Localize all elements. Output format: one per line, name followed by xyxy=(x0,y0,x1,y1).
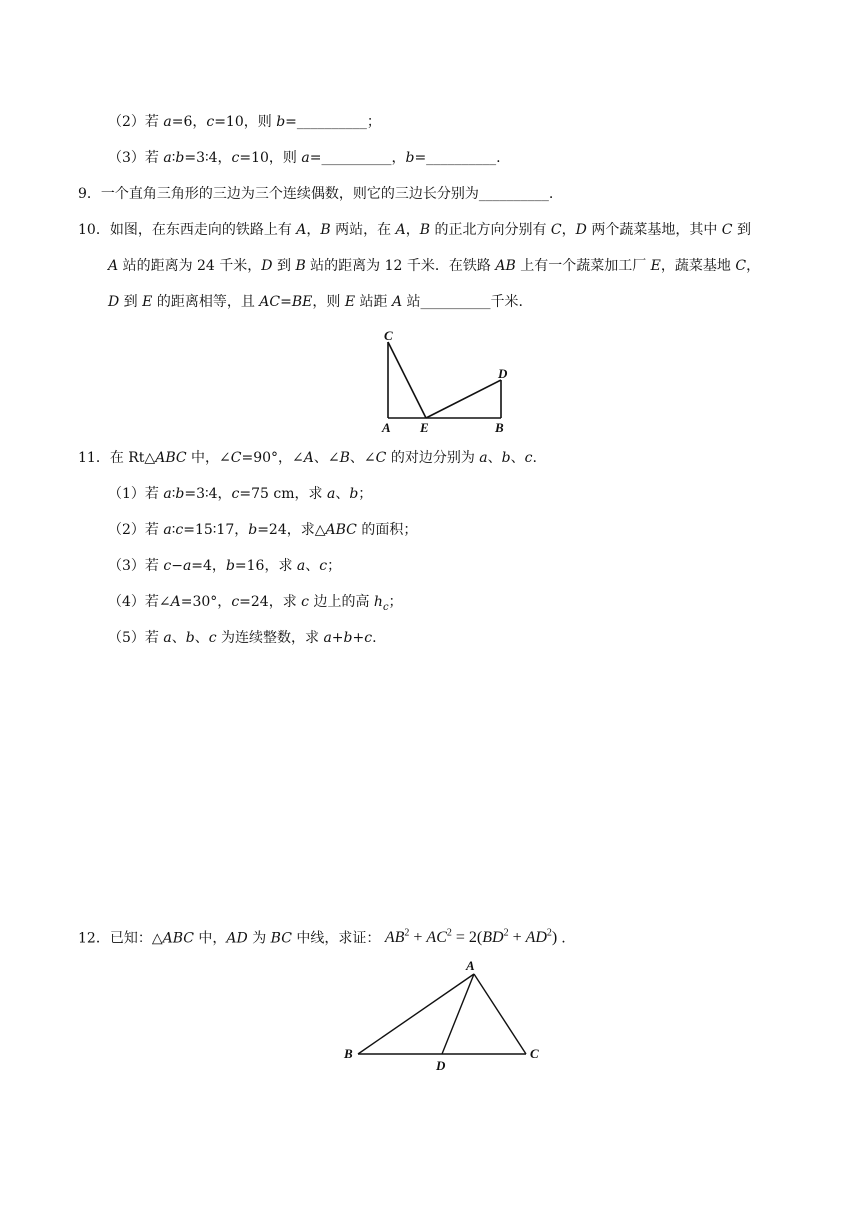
math-var: ABC xyxy=(162,930,194,947)
text-run: 中，∠ xyxy=(186,450,231,466)
math-var: AB xyxy=(495,258,516,274)
text-run: 站距 xyxy=(355,294,392,310)
text-run: 的对边分别为 xyxy=(386,450,480,466)
var: c xyxy=(206,114,215,130)
text-run: ， xyxy=(405,222,420,238)
text-run: =75 cm，求 xyxy=(239,486,327,502)
text-run: 中线，求证： xyxy=(291,930,381,947)
math-var: a xyxy=(326,486,336,502)
label-a: A xyxy=(382,420,391,435)
math-var: D xyxy=(108,294,120,310)
text: ∶ xyxy=(171,150,176,166)
segment-ed xyxy=(426,380,501,418)
text-run: 为连续整数，求 xyxy=(216,630,324,646)
text-run: 2 xyxy=(503,928,509,939)
math-var: c xyxy=(231,486,240,502)
math-var: a xyxy=(296,558,306,574)
math-var: ABC xyxy=(325,522,357,538)
text-run: 、 xyxy=(510,450,525,466)
math-var: c xyxy=(524,450,533,466)
math-var: b xyxy=(248,522,258,538)
q11-part5 xyxy=(108,628,377,648)
math-var: B xyxy=(320,222,331,238)
q10-line1 xyxy=(78,220,751,240)
text-run: ，蔬菜基地 xyxy=(660,258,736,274)
math-var: AC xyxy=(426,929,447,947)
text: （2）若 xyxy=(108,114,164,130)
segment-ba xyxy=(358,974,474,1054)
text: （3）若 xyxy=(108,150,164,166)
text-run: 上有一个蔬菜加工厂 xyxy=(515,258,651,274)
math-var: b xyxy=(343,630,353,646)
math-var: b xyxy=(225,558,235,574)
math-var: c xyxy=(382,601,389,613)
text-run: + xyxy=(409,929,427,947)
q12-formula xyxy=(385,929,561,946)
q12-figure xyxy=(340,956,550,1074)
text-run: 、∠ xyxy=(349,450,376,466)
text-run: =30°， xyxy=(180,594,232,610)
math-var: A xyxy=(108,258,119,274)
var: c xyxy=(231,150,240,166)
text-run: 、 xyxy=(194,630,209,646)
text-run: （1）若 xyxy=(108,486,164,502)
text-run: =4， xyxy=(191,558,226,574)
text-run: ∶ xyxy=(171,486,176,502)
q10-figure xyxy=(370,322,520,436)
blank: =__________. xyxy=(414,150,501,166)
text-run: 12．已知：△ xyxy=(78,930,163,947)
math-var: AC xyxy=(259,294,281,310)
math-var: AB xyxy=(384,929,405,947)
text-run: 两个蔬菜基地，其中 xyxy=(586,222,722,238)
text-run: 10．如图，在东西走向的铁路上有 xyxy=(78,222,297,238)
text-run: ， xyxy=(561,222,576,238)
text-run: ， xyxy=(306,222,321,238)
text-run: =3∶4， xyxy=(184,486,232,502)
math-var: c xyxy=(163,558,172,574)
text-run: =15∶17， xyxy=(183,522,249,538)
text-run: ) xyxy=(551,929,558,947)
math-var: ABC xyxy=(155,450,187,466)
text: =10，则 xyxy=(239,150,302,166)
text-run: ； xyxy=(327,558,342,574)
text-run: 边上的高 xyxy=(309,594,374,610)
q9 xyxy=(78,184,553,204)
text-run: 到 xyxy=(119,294,143,310)
label-c: C xyxy=(384,328,393,343)
text-run: 的正北方向分别有 xyxy=(430,222,551,238)
text-run: 站的距离为 12 千米．在铁路 xyxy=(305,258,496,274)
text-run: + xyxy=(331,630,344,646)
math-var: a xyxy=(182,558,192,574)
math-var: E xyxy=(650,258,661,274)
math-var: a xyxy=(163,486,172,502)
text-run: 、 xyxy=(487,450,502,466)
math-var: E xyxy=(142,294,153,310)
math-var: AD xyxy=(525,929,547,947)
label-b: B xyxy=(344,1046,353,1061)
text-run: 、 xyxy=(171,630,186,646)
text-run: 为 xyxy=(247,930,271,947)
text-run: 、 xyxy=(335,486,350,502)
text-run: ， xyxy=(746,258,761,274)
math-var: A xyxy=(170,594,181,610)
math-var: D xyxy=(261,258,273,274)
math-var: B xyxy=(419,222,431,238)
text-run: 2 xyxy=(446,928,452,939)
math-var: c xyxy=(319,558,328,574)
text-run: （5）若 xyxy=(108,630,164,646)
text-run: ，则 xyxy=(312,294,345,310)
text-run: =16，求 xyxy=(234,558,297,574)
math-var: b xyxy=(175,486,185,502)
math-var: BE xyxy=(291,294,313,310)
blank: =__________， xyxy=(309,150,406,166)
math-var: b xyxy=(349,486,359,502)
text-run: 、 xyxy=(305,558,320,574)
text-run: 两站，在 xyxy=(330,222,396,238)
text-run: ∶ xyxy=(171,522,176,538)
math-var: c xyxy=(364,630,373,646)
var: a xyxy=(301,150,310,166)
math-var: a xyxy=(323,630,332,646)
q11-part4 xyxy=(108,592,403,618)
text-run: =24，求 xyxy=(239,594,302,610)
text-run: 11．在 Rt△ xyxy=(78,450,156,466)
math-var: a xyxy=(479,450,488,466)
math-var: h xyxy=(373,594,383,610)
math-var: AD xyxy=(226,930,248,947)
text-run: . xyxy=(561,930,566,947)
q8-part2 xyxy=(108,112,381,132)
text-run: 站的距离为 24 千米， xyxy=(118,258,262,274)
text-run: 到 xyxy=(272,258,296,274)
text-run: 2 xyxy=(546,928,552,939)
q10-line2 xyxy=(108,256,760,276)
text-run: 的面积； xyxy=(356,522,418,538)
var: a xyxy=(163,114,172,130)
text-run: （4）若∠ xyxy=(108,594,171,610)
math-var: c xyxy=(208,630,217,646)
label-d: D xyxy=(436,1058,446,1073)
text-run: ； xyxy=(358,486,373,502)
label-e: E xyxy=(420,420,429,435)
math-var: C xyxy=(550,222,562,238)
text-run: 中， xyxy=(193,930,227,947)
math-var: b xyxy=(501,450,511,466)
text-run: 、∠ xyxy=(313,450,340,466)
segment-ce xyxy=(388,342,426,418)
label-a: A xyxy=(466,958,475,973)
q8-part3 xyxy=(108,148,501,168)
segment-ac xyxy=(474,974,526,1054)
math-var: B xyxy=(295,258,306,274)
var: b xyxy=(405,150,415,166)
text-run: + xyxy=(508,929,526,947)
text: =3∶4， xyxy=(184,150,232,166)
q11-part1 xyxy=(108,484,372,504)
text-run: =90°，∠ xyxy=(241,450,304,466)
math-var: D xyxy=(575,222,587,238)
math-var: C xyxy=(375,450,387,466)
text-run: 2 xyxy=(404,928,410,939)
q11-stem xyxy=(78,448,537,468)
text-run: 站__________千米. xyxy=(402,294,523,310)
text-run: ； xyxy=(388,594,403,610)
math-var: BC xyxy=(270,930,292,947)
math-var: E xyxy=(344,294,356,310)
math-var: A xyxy=(296,222,307,238)
q11-part3 xyxy=(108,556,341,576)
text: =10，则 xyxy=(214,114,277,130)
math-var: C xyxy=(735,258,747,274)
text-run: = 2( xyxy=(451,929,483,947)
text-run: 到 xyxy=(732,222,751,238)
text-run: （3）若 xyxy=(108,558,164,574)
q10-line3 xyxy=(108,292,523,312)
text-run: + xyxy=(352,630,365,646)
math-var: BD xyxy=(482,929,504,947)
label-d: D xyxy=(498,366,508,381)
text-run: . xyxy=(372,630,377,646)
math-var: a xyxy=(163,630,172,646)
segment-ad xyxy=(442,974,474,1054)
q11-part2 xyxy=(108,520,417,540)
math-var: A xyxy=(395,222,406,238)
q12-stem xyxy=(78,922,566,950)
math-var: C xyxy=(721,222,733,238)
blank: =__________； xyxy=(285,114,381,130)
math-var: a xyxy=(163,522,172,538)
math-var: B xyxy=(339,450,350,466)
var: a xyxy=(163,150,172,166)
label-b: B xyxy=(495,420,504,435)
math-var: C xyxy=(230,450,242,466)
math-var: c xyxy=(175,522,184,538)
text-run: =24，求△ xyxy=(257,522,326,538)
math-var: c xyxy=(301,594,309,610)
label-c: C xyxy=(530,1046,539,1061)
text: =6， xyxy=(171,114,207,130)
math-var: c xyxy=(231,594,240,610)
text-run: = xyxy=(280,294,292,310)
math-var: A xyxy=(303,450,314,466)
math-var: A xyxy=(391,294,403,310)
text: 9．一个直角三角形的三边为三个连续偶数，则它的三边长分别为__________. xyxy=(78,186,554,202)
var: b xyxy=(175,150,185,166)
text-run: − xyxy=(171,558,183,574)
text-run: （2）若 xyxy=(108,522,164,538)
math-var: b xyxy=(185,630,195,646)
text-run: . xyxy=(532,450,537,466)
var: b xyxy=(276,114,286,130)
text-run: 的距离相等，且 xyxy=(152,294,260,310)
